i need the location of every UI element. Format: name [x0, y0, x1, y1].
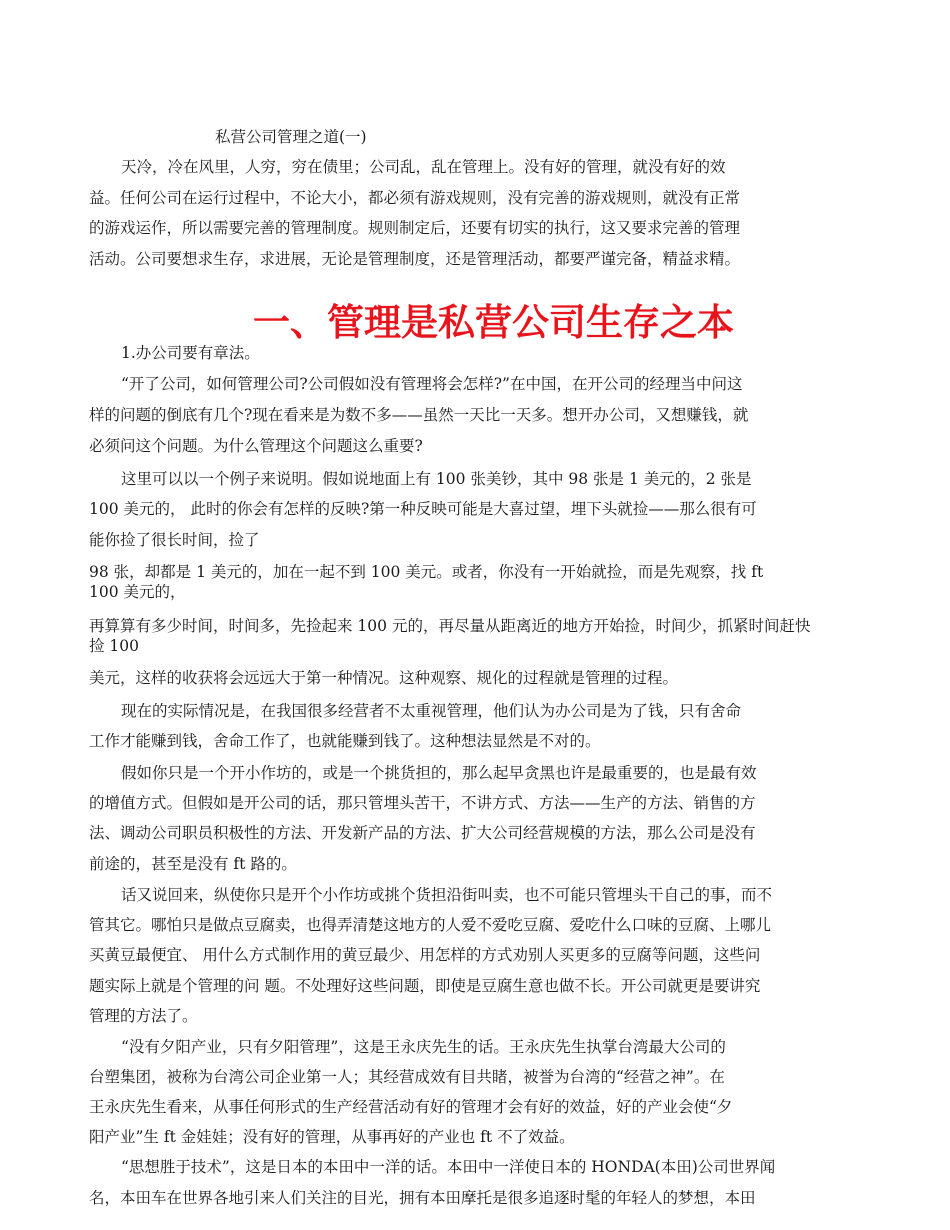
paragraph-line: 美元，这样的收获将会远远大于第一种情况。这种观察、规化的过程就是管理的过程。: [89, 669, 679, 687]
paragraph-line: “开了公司，如何管理公司?公司假如没有管理将会怎样?”在中国，在开公司的经理当中问这: [121, 375, 743, 393]
section-heading: 一、管理是私营公司生存之本: [253, 301, 734, 344]
paragraph-line: 名，本田车在世界各地引来人们关注的目光，拥有本田摩托是很多追逐时髦的年轻人的梦想，本田: [89, 1189, 756, 1207]
paragraph-line: 的增值方式。但假如是开公司的话，那只管埋头苦干，不讲方式、方法——生产的方法、销售的方: [89, 794, 756, 812]
paragraph-line: 管理的方法了。: [89, 1007, 198, 1025]
paragraph-line: 100 美元的， 此时的你会有怎样的反映?第一种反映可能是大喜过望，埋下头就捡——那么很有可: [89, 500, 757, 518]
paragraph-line: 这里可以以一个例子来说明。假如说地面上有 100 张美钞，其中 98 张是 1 美元的，2 张是: [121, 470, 752, 488]
paragraph-line: 买黄豆最便宜、 用什么方式制作用的黄豆最少、用怎样的方式劝别人买更多的豆腐等问题，这些问: [89, 946, 761, 964]
paragraph-line: 台塑集团，被称为台湾公司企业第一人；其经营成效有目共睹，被誉为台湾的“经营之神”。在: [89, 1068, 725, 1086]
paragraph-line: 天冷，冷在风里，人穷，穷在债里；公司乱，乱在管理上。没有好的管理，就没有好的效: [121, 158, 726, 176]
paragraph-line: 阳产业”生 ft 金娃娃；没有好的管理，从事再好的产业也 ft 不了效益。: [89, 1128, 575, 1146]
paragraph-line: 活动。公司要想求生存，求进展，无论是管理制度，还是管理活动，都要严谨完备，精益求精。: [89, 250, 741, 268]
subsection-heading: 1.办公司要有章法。: [121, 344, 260, 362]
paragraph-line: 能你捡了很长时间，捡了: [89, 531, 260, 549]
paragraph-line: 的游戏运作，所以需要完善的管理制度。规则制定后，还要有切实的执行，这又要求完善的管理: [89, 219, 741, 237]
paragraph-line: 必须问这个问题。为什么管理这个问题这么重要?: [89, 437, 423, 455]
paragraph-line: 益。任何公司在运行过程中，不论大小，都必须有游戏规则，没有完善的游戏规则，就没有正常: [89, 189, 741, 207]
paragraph-line: 现在的实际情况是，在我国很多经营者不太重视管理，他们认为办公司是为了钱，只有舍命: [121, 702, 742, 720]
paragraph-line: 100 美元的，: [89, 583, 186, 601]
paragraph-line: 样的问题的倒底有几个?现在看来是为数不多——虽然一天比一天多。想开办公司，又想赚钱，就: [89, 406, 749, 424]
paragraph-line: 捡 100: [89, 637, 140, 655]
paragraph-line: 管其它。哪怕只是做点豆腐卖，也得弄清楚这地方的人爱不爱吃豆腐、爱吃什么口味的豆腐、上哪儿: [89, 916, 772, 934]
paragraph-line: 法、调动公司职员积极性的方法、开发新产品的方法、扩大公司经营规模的方法，那么公司是没有: [89, 824, 756, 842]
paragraph-line: 王永庆先生看来，从事任何形式的生产经营活动有好的管理才会有好的效益，好的产业会使“夕: [89, 1098, 733, 1116]
paragraph-line: “没有夕阳产业，只有夕阳管理”，这是王永庆先生的话。王永庆先生执掌台湾最大公司的: [121, 1038, 726, 1056]
paragraph-line: 前途的，甚至是没有 ft 路的。: [89, 855, 297, 873]
paragraph-line: 假如你只是一个开小作坊的，或是一个挑货担的，那么起早贪黑也许是最重要的，也是最有效: [121, 764, 757, 782]
paragraph-line: 题实际上就是个管理的问 题。不处理好这些问题，即使是豆腐生意也做不长。开公司就更是要讲究: [89, 977, 761, 995]
paragraph-line: 98 张，却都是 1 美元的，加在一起不到 100 美元。或者，你没有一开始就捡，而是先观察，找 ft: [89, 563, 764, 581]
paragraph-line: 工作才能赚到钱，舍命工作了，也就能赚到钱了。这种想法显然是不对的。: [89, 732, 601, 750]
paragraph-line: “思想胜于技术”，这是日本的本田中一洋的话。本田中一洋使日本的 HONDA(本田)公司世界闻: [121, 1158, 776, 1176]
document-title: 私营公司管理之道(一): [215, 128, 367, 146]
paragraph-line: 再算算有多少时间，时间多，先捡起来 100 元的，再尽量从距离近的地方开始捡，时间少，抓紧时间赶快: [89, 617, 811, 635]
paragraph-line: 话又说回来，纵使你只是开个小作坊或挑个货担沿街叫卖，也不可能只管埋头干自己的事，而不: [121, 886, 773, 904]
